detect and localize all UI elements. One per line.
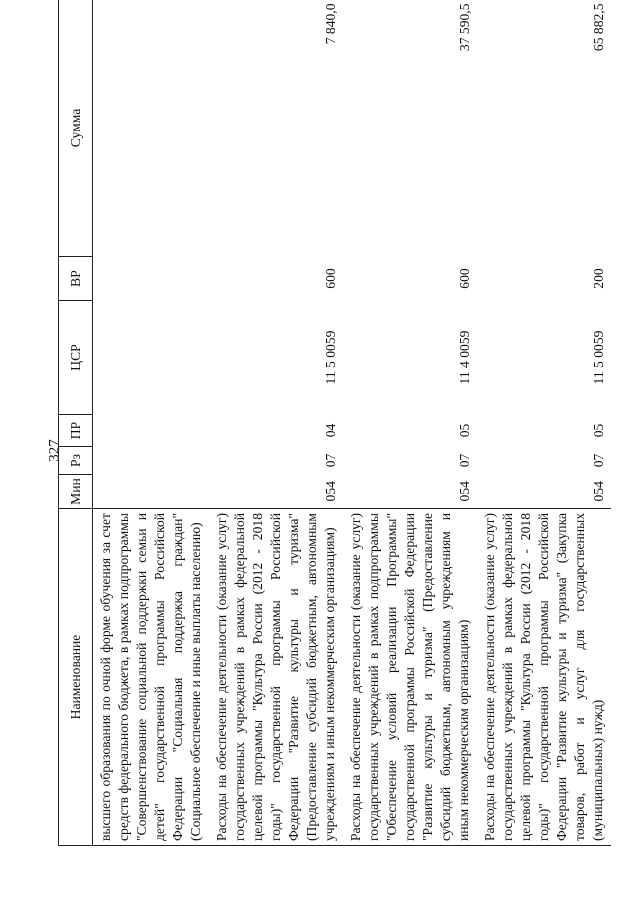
row-rz: 07 xyxy=(457,453,472,468)
row-sum: 37 590,5 xyxy=(457,3,472,52)
row-rz: 07 xyxy=(323,453,338,468)
row-rz: 07 xyxy=(591,453,606,468)
budget-table xyxy=(58,0,611,846)
row-rz xyxy=(93,447,210,475)
row-vr xyxy=(93,257,210,301)
row-min: 054 xyxy=(591,481,606,502)
row-sum: 7 840,0 xyxy=(323,3,338,45)
table-row xyxy=(343,0,477,846)
row-pr: 04 xyxy=(323,423,338,438)
row-vr: 600 xyxy=(457,268,472,289)
row-csr: 11 5 0059 xyxy=(591,330,606,385)
page-number: 327 xyxy=(46,439,63,462)
row-pr: 05 xyxy=(591,423,606,438)
row-min: 054 xyxy=(323,481,338,502)
row-name: высшего образования по очной форме обучения за счет средств федерального бюджета, в рамках подпрограммы "Совершенствование социальной поддержки семьи и детей" государственной программы Российской Федерации "Социальная поддержка граждан" (Социальное обеспечение и иные выплаты населению) xyxy=(93,509,210,846)
header-rz: Рз xyxy=(59,447,93,475)
row-pr: 05 xyxy=(457,423,472,438)
header-csr: ЦСР xyxy=(59,301,93,415)
header-sum: Сумма xyxy=(59,0,93,257)
table-row xyxy=(477,0,611,846)
row-name: Расходы на обеспечение деятельности (оказание услуг) государственных учреждений в рамках федеральной целевой программы "Культура России (2012 - 2018 годы)" государственной программы Российской Федерации "Развитие культуры и туризма" (Закупка товаров, работ и услуг для государственных (муниципальных) нужд) xyxy=(477,509,611,846)
row-csr: 11 5 0059 xyxy=(323,330,338,385)
header-vr: ВР xyxy=(59,257,93,301)
row-name: Расходы на обеспечение деятельности (оказание услуг) государственных учреждений в рамках подпрограммы "Обеспечение условий реализации Программы" государственной программы Российской Федерации "Развитие культуры и туризма" (Предоставление субсидий бюджетным, автономным учреждениям и иным некоммерческим организациям) xyxy=(343,509,477,846)
header-name: Наименование xyxy=(59,509,93,846)
row-vr: 200 xyxy=(591,268,606,289)
rotated-page-content xyxy=(58,0,640,876)
header-min: Мин xyxy=(59,475,93,509)
row-sum xyxy=(93,0,210,257)
table-header-row xyxy=(59,0,93,846)
row-csr xyxy=(93,301,210,415)
row-sum: 65 882,5 xyxy=(591,3,606,52)
row-min: 054 xyxy=(457,481,472,502)
header-pr: ПР xyxy=(59,415,93,447)
row-pr xyxy=(93,415,210,447)
row-csr: 11 4 0059 xyxy=(457,330,472,385)
row-name: Расходы на обеспечение деятельности (оказание услуг) государственных учреждений в рамках федеральной целевой программы "Культура России (2012 - 2018 годы)" государственной программы Российской Федерации "Развитие культуры и туризма" (Предоставление субсидий бюджетным, автономным учреждениям и иным некоммерческим организациям) xyxy=(209,509,343,846)
table-row xyxy=(209,0,343,846)
table-row xyxy=(93,0,210,846)
row-vr: 600 xyxy=(323,268,338,289)
row-min xyxy=(93,475,210,509)
